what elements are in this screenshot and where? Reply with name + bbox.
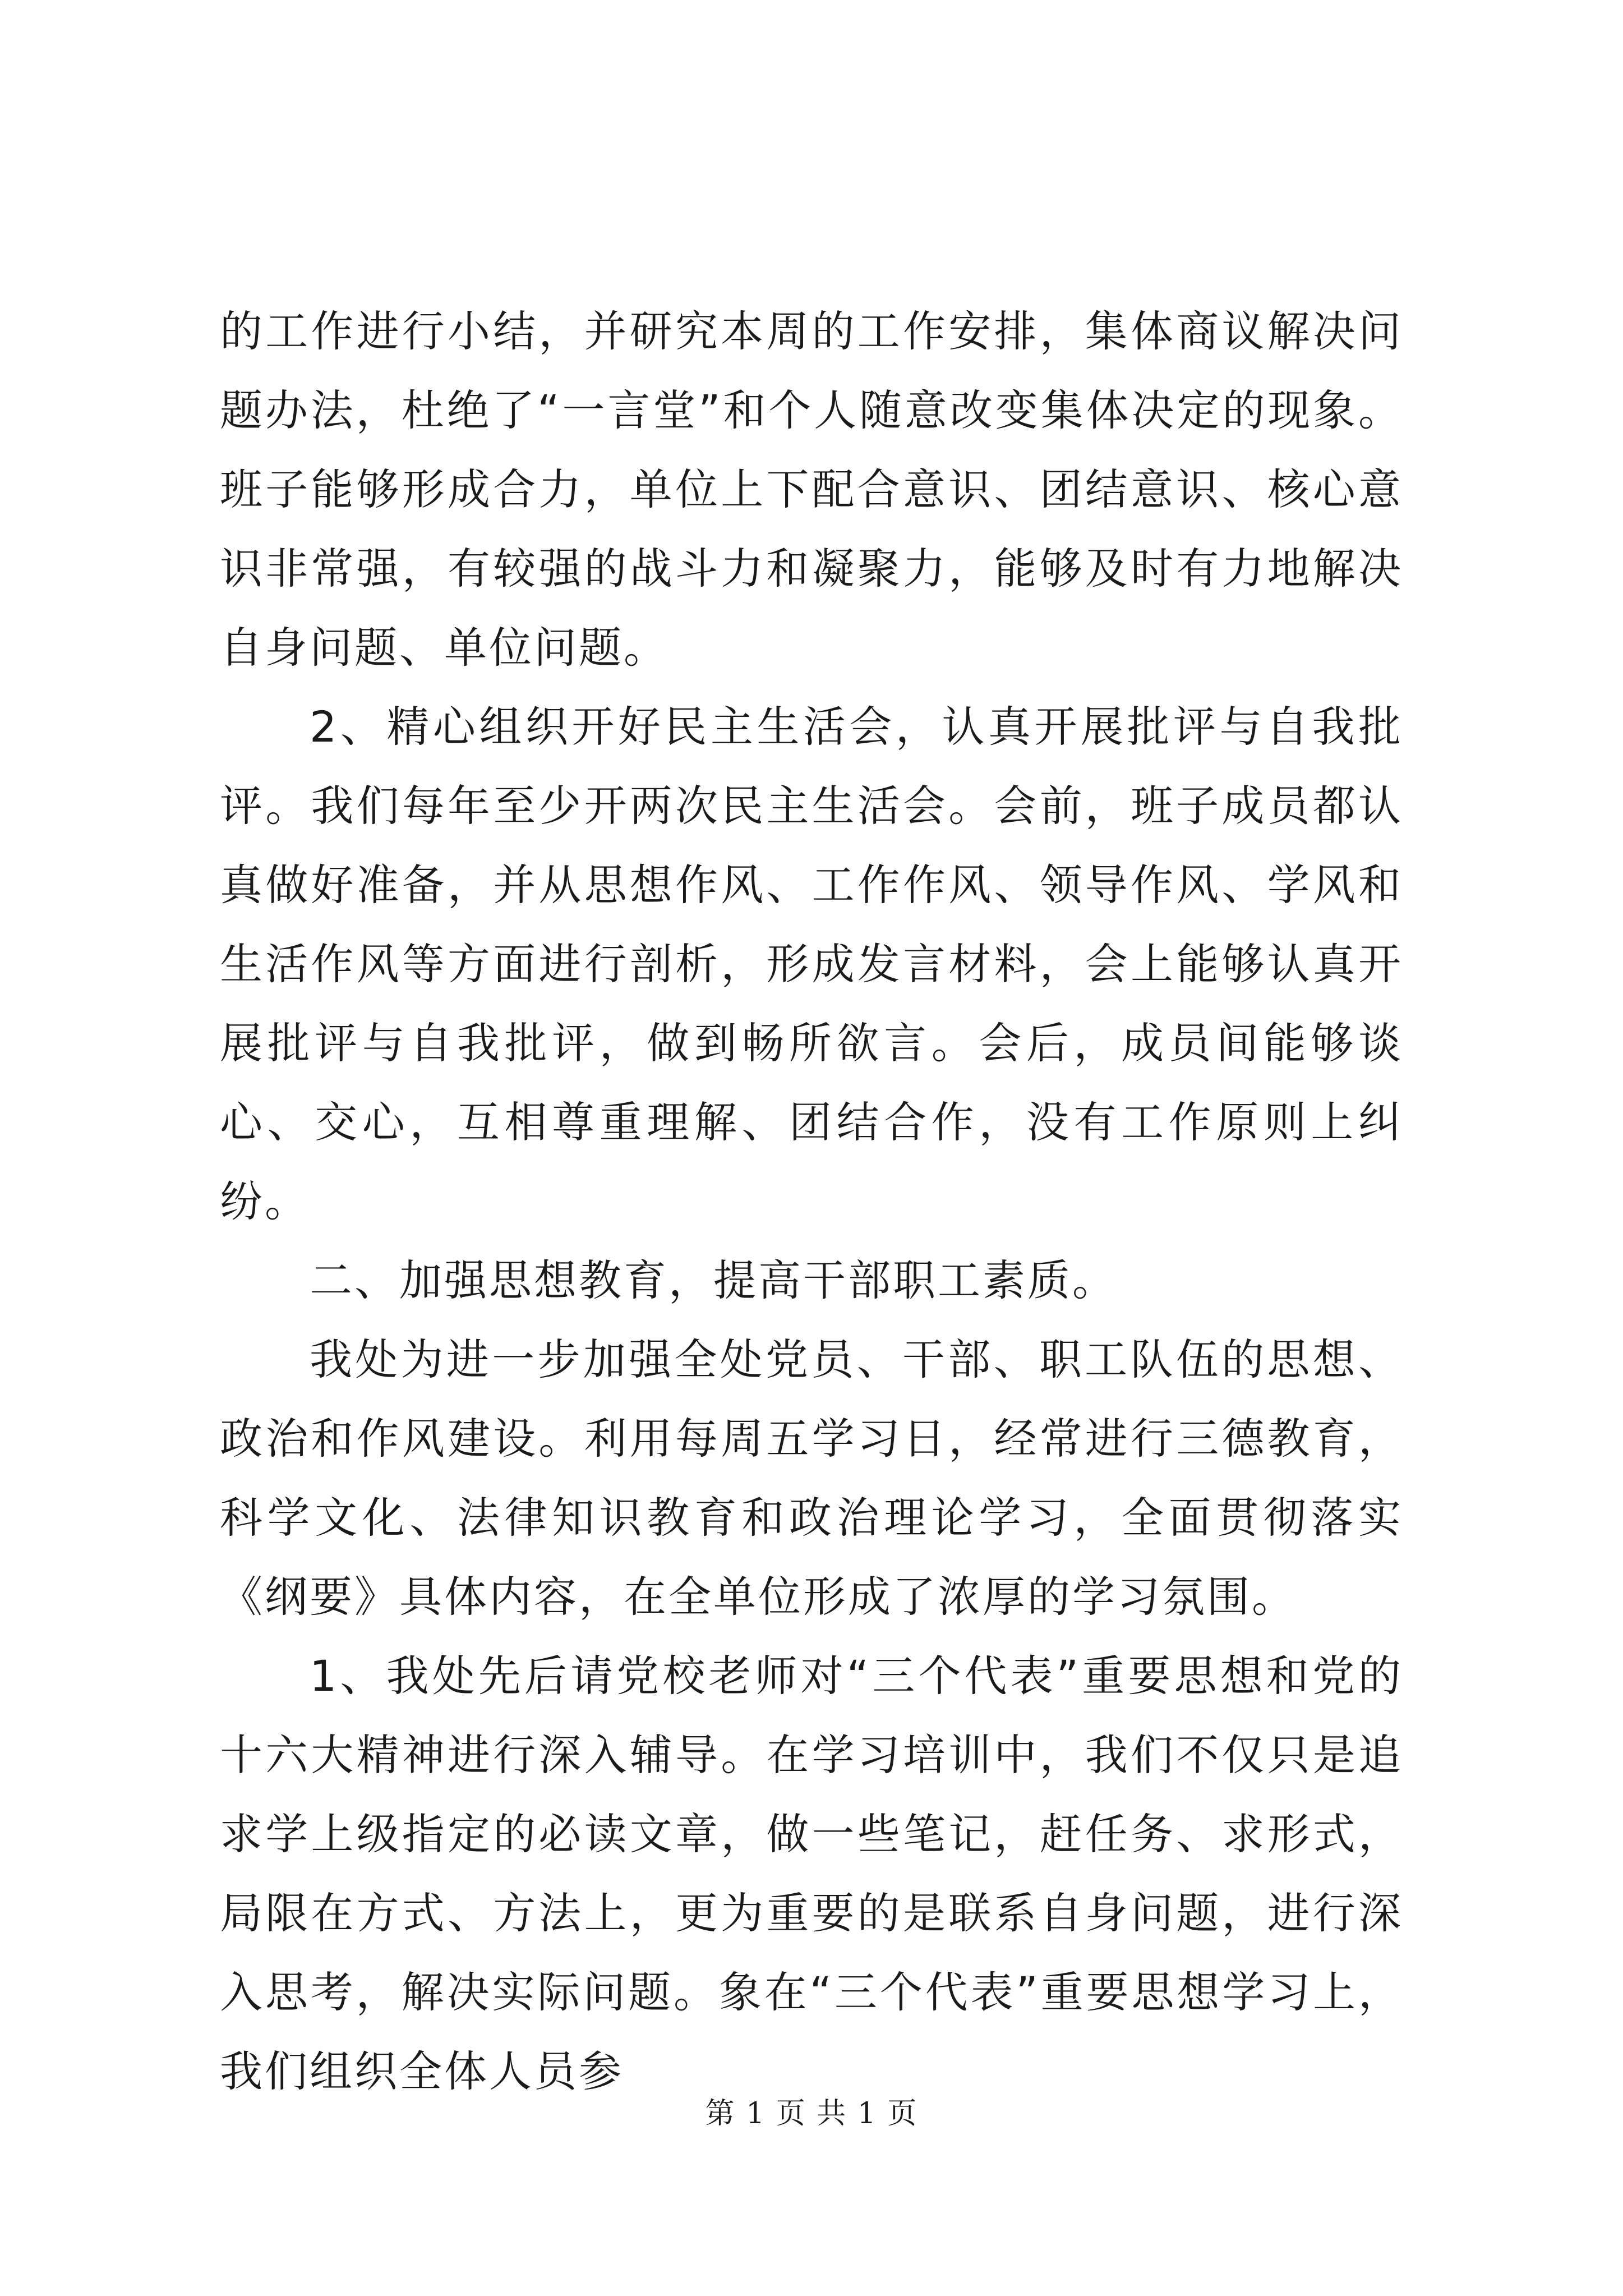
paragraph-ideological-education: 我处为进一步加强全处党员、干部、职工队伍的思想、政治和作风建设。利用每周五学习日，经常进行三德教育，科学文化、法律知识教育和政治理论学习，全面贯彻落实《纲要》具体内容，在全单位形成了浓厚的学习氛围。 — [220, 1335, 1403, 1622]
section-heading: 二、加强思想教育，提高干部职工素质。 — [310, 1255, 1117, 1305]
paragraph-party-school-training: 1、我处先后请党校老师对“三个代表”重要思想和党的十六大精神进行深入辅导。在学习培训中，我们不仅只是追求学上级指定的必读文章，做一些笔记，赶任务、求形式，局限在方式、方法上，更为重要的是联系自身问题，进行深入思考，解决实际问题。象在“三个代表”重要思想学习上，我们组织全体人员参 — [220, 1651, 1403, 2096]
document-body — [220, 292, 1403, 2111]
paragraph-democratic-life-meeting: 2、精心组织开好民主生活会，认真开展批评与自我批评。我们每年至少开两次民主生活会。会前，班子成员都认真做好准备，并从思想作风、工作作风、领导作风、学风和生活作风等方面进行剖析，形成发言材料，会上能够认真开展批评与自我批评，做到畅所欲言。会后，成员间能够谈心、交心，互相尊重理解、团结合作，没有工作原则上纠纷。 — [220, 702, 1403, 1226]
page-footer: 第 1 页 共 1 页 — [705, 2097, 918, 2131]
paragraph-continuation: 的工作进行小结，并研究本周的工作安排，集体商议解决问题办法，杜绝了“一言堂”和个人随意改变集体决定的现象。班子能够形成合力，单位上下配合意识、团结意识、核心意识非常强，有较强的战斗力和凝聚力，能够及时有力地解决自身问题、单位问题。 — [220, 306, 1403, 673]
